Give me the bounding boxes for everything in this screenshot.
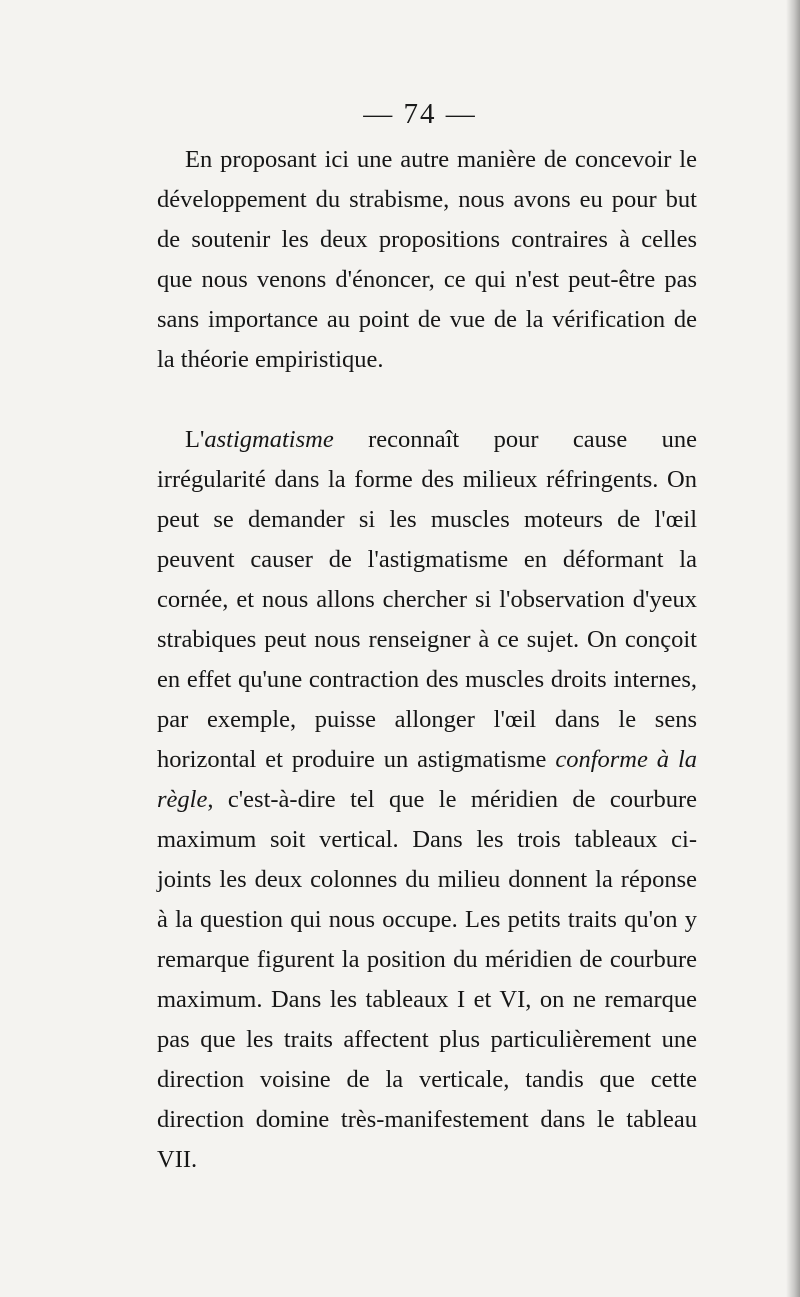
body-text [157, 140, 697, 1180]
page-edge-shadow [786, 0, 800, 1297]
paragraph-2-lead: L' [185, 426, 205, 453]
paragraph-1-text: En proposant ici une autre manière de concevoir le développement du strabisme, nous avons eu pour but de soutenir les deux propositions contraires à celles que nous venons d'énoncer, ce qui n'est peut-être pas sans importance au point de vue de la vérification de la théorie empiristique. [157, 146, 697, 373]
paragraph-2-part2: , c'est-à-dire tel que le méridien de courbure maximum soit vertical. Dans les trois tableaux ci-joints les deux colonnes du milieu donnent la réponse à la question qui nous occupe. Les petits traits qu'on y remarque figurent la position du méridien de courbure maximum. Dans les tableaux I et VI, on ne remarque pas que les traits affectent plus particulièrement une direction voisine de la verticale, tandis que cette direction domine très-manifestement dans le tableau VII. [157, 786, 697, 1173]
term-astigmatisme: astigmatisme [204, 426, 334, 453]
paragraph-astigmatisme [157, 420, 697, 1180]
page-number: — 74 — [363, 98, 477, 130]
phrase-conforme-a-la-regle: conforme à la règle [157, 746, 698, 813]
paragraph-strabisme [157, 140, 697, 380]
paragraph-2-part1: reconnaît pour cause une irrégularité dans la forme des milieux réfringents. On peut se demander si les muscles moteurs de l'œil peuvent causer de l'astigmatisme en déformant la cornée, et nous allons chercher si l'observation d'yeux strabiques peut nous renseigner à ce sujet. On conçoit en effet qu'une contraction des muscles droits internes, par exemple, puisse allonger l'œil dans le sens horizontal et produire un astigmatisme [157, 426, 697, 773]
